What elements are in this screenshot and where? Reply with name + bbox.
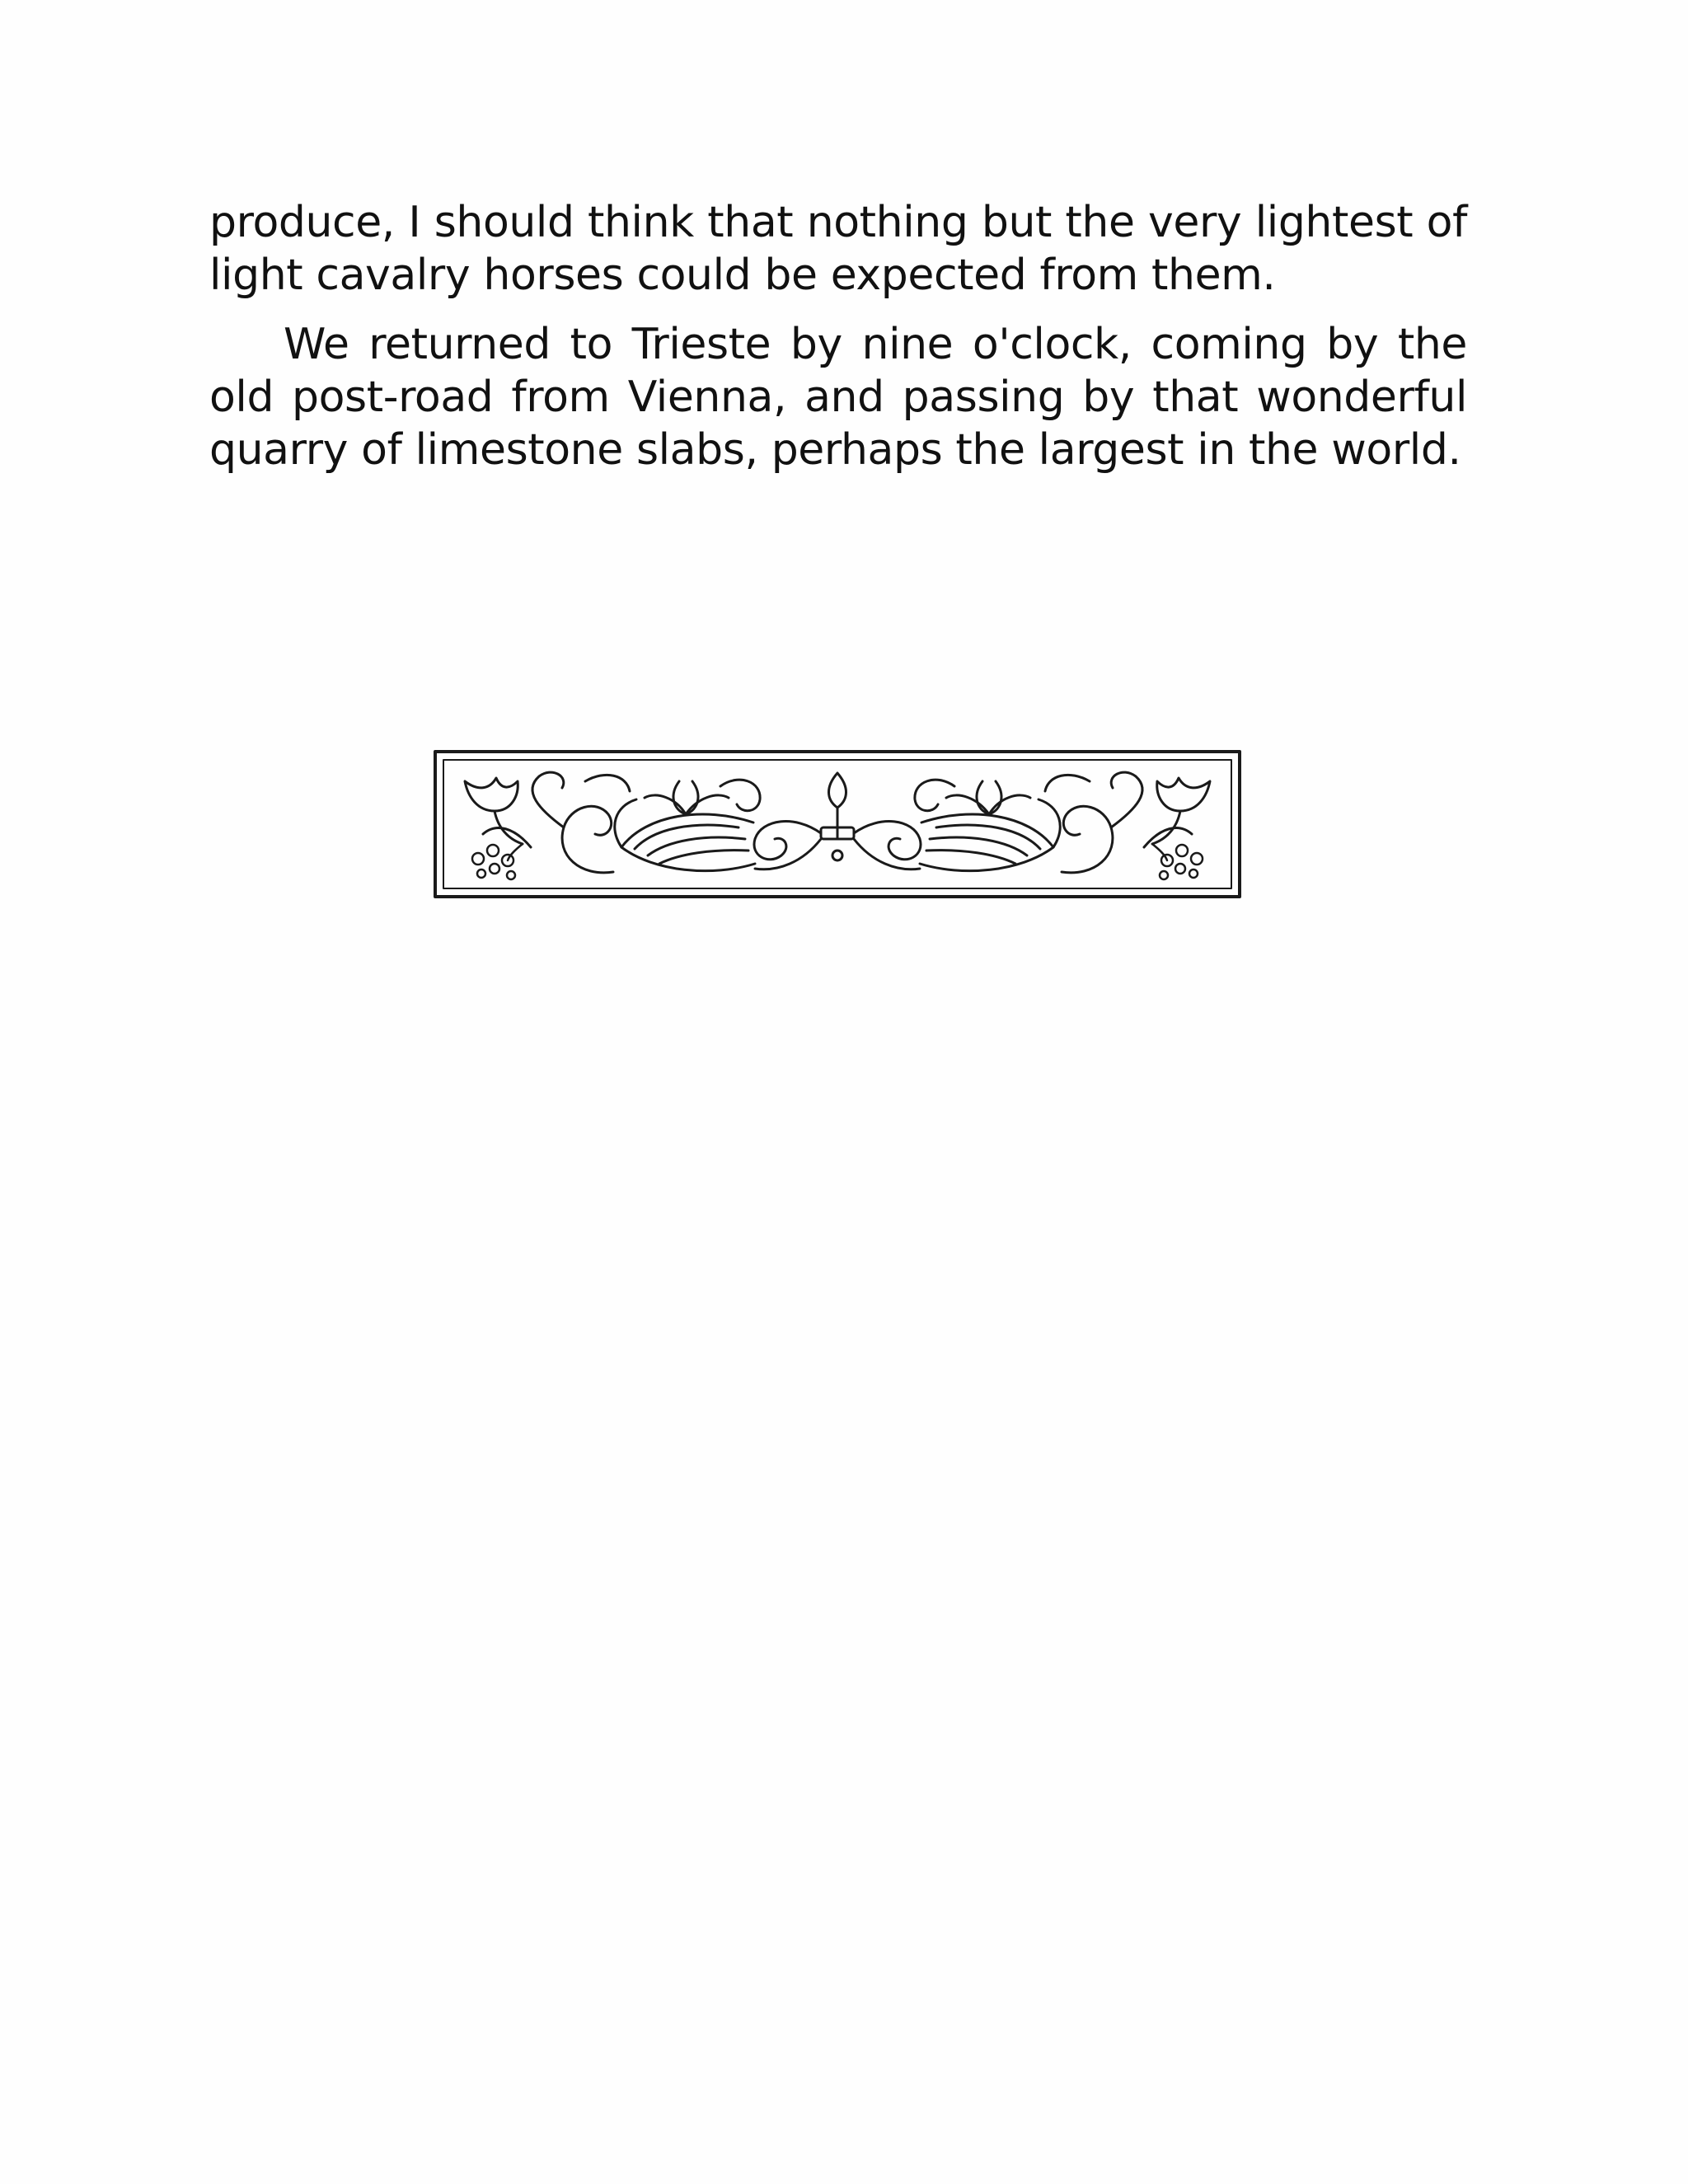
body-text bbox=[209, 196, 1467, 476]
paragraph-continuation: produce, I should think that nothing but the very lightest of light cavalry horses could be expected from them. bbox=[209, 198, 1467, 300]
floral-scroll-tailpiece-icon bbox=[432, 748, 1243, 900]
paragraph-return-to-trieste: We returned to Trieste by nine o'clock, coming by the old post-road from Vienna, and passing by that wonderful quarry of limestone slabs, perhaps the largest in the world. bbox=[209, 320, 1467, 475]
